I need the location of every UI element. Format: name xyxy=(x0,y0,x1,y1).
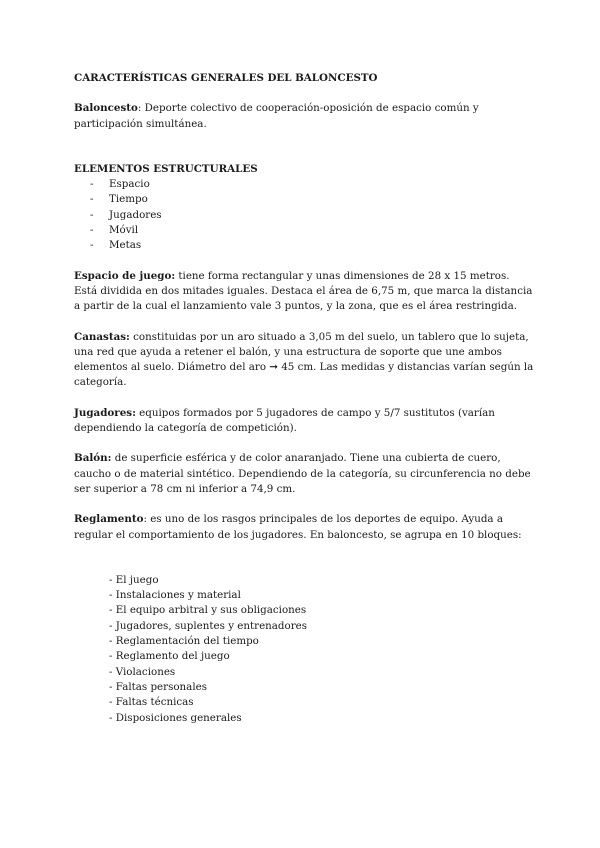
list-item xyxy=(74,238,534,253)
list-marker: - xyxy=(90,224,94,237)
list-item: - Jugadores, suplentes y entrenadores xyxy=(109,619,308,632)
section-balon xyxy=(74,451,534,497)
list-item: - Faltas técnicas xyxy=(109,696,194,709)
section-term: Balón: xyxy=(74,452,112,465)
list-item-label: Metas xyxy=(109,239,142,252)
definition-paragraph xyxy=(74,101,534,132)
list-item: - Instalaciones y material xyxy=(109,589,241,602)
document-title: CARACTERÍSTICAS GENERALES DEL BALONCESTO xyxy=(74,72,378,84)
section-text: de superficie esférica y de color anaranjado. Tiene una cubierta de cuero, caucho o de material sintético. Dependiendo de la categoría, su circunferencia no debe ser superior a 78 cm ni inferior a 74,9 cm. xyxy=(74,452,531,495)
list-item: - El juego xyxy=(109,573,159,586)
list-item: - Faltas personales xyxy=(109,680,207,693)
list-item-label: Espacio xyxy=(109,178,150,191)
definition-text: : Deporte colectivo de cooperación-oposición de espacio común y participación simultánea. xyxy=(74,102,479,130)
section-text: tiene forma rectangular y unas dimensiones de 28 x 15 metros. Está dividida en dos mitades iguales. Destaca el área de 6,75 m, que marca la distancia a partir de la cual el lanzamiento vale 3 puntos, y la zona, que es el área restringida. xyxy=(74,269,533,313)
list-item xyxy=(74,177,534,192)
section-term: Canastas: xyxy=(74,330,130,343)
list-item-label: Jugadores xyxy=(109,208,162,221)
list-marker: - xyxy=(90,193,94,206)
section-term: Jugadores: xyxy=(74,406,136,419)
section-espacio xyxy=(74,269,534,315)
list-marker: - xyxy=(90,239,94,252)
list-marker: - xyxy=(90,178,94,191)
list-item-label: Móvil xyxy=(109,224,139,237)
definition-term: Baloncesto xyxy=(74,102,138,115)
section-jugadores xyxy=(74,406,534,437)
structural-list xyxy=(74,177,534,253)
list-item: - Disposiciones generales xyxy=(109,711,242,724)
list-item xyxy=(74,192,534,207)
list-item: - Reglamentación del tiempo xyxy=(109,635,259,648)
structural-heading: ELEMENTOS ESTRUCTURALES xyxy=(74,162,258,175)
rules-list xyxy=(74,573,534,726)
document-page xyxy=(74,71,534,726)
section-term: Reglamento xyxy=(74,513,144,526)
list-item-label: Tiempo xyxy=(109,193,148,206)
section-text: equipos formados por 5 jugadores de campo y 5/7 sustitutos (varían dependiendo la categoría de competición). xyxy=(74,406,495,435)
section-text: constituidas por un aro situado a 3,05 m del suelo, un tablero que lo sujeta, una red que ayuda a retener el balón, y una estructura de soporte que une ambos elementos al suelo. Diámetro del aro ➞ 45 cm. Las medidas y distancias varían según la categoría. xyxy=(74,330,534,389)
list-item xyxy=(74,223,534,238)
list-item: - El equipo arbitral y sus obligaciones xyxy=(109,604,307,617)
section-text: : es uno de los rasgos principales de los deportes de equipo. Ayuda a regular el comportamiento de los jugadores. En baloncesto, se agrupa en 10 bloques: xyxy=(74,513,522,541)
list-item: - Violaciones xyxy=(109,665,176,678)
list-item xyxy=(74,208,534,223)
section-canastas xyxy=(74,330,534,391)
section-term: Espacio de juego: xyxy=(74,269,176,282)
list-marker: - xyxy=(90,208,94,221)
list-item: - Reglamento del juego xyxy=(109,650,230,663)
section-reglamento xyxy=(74,512,534,543)
